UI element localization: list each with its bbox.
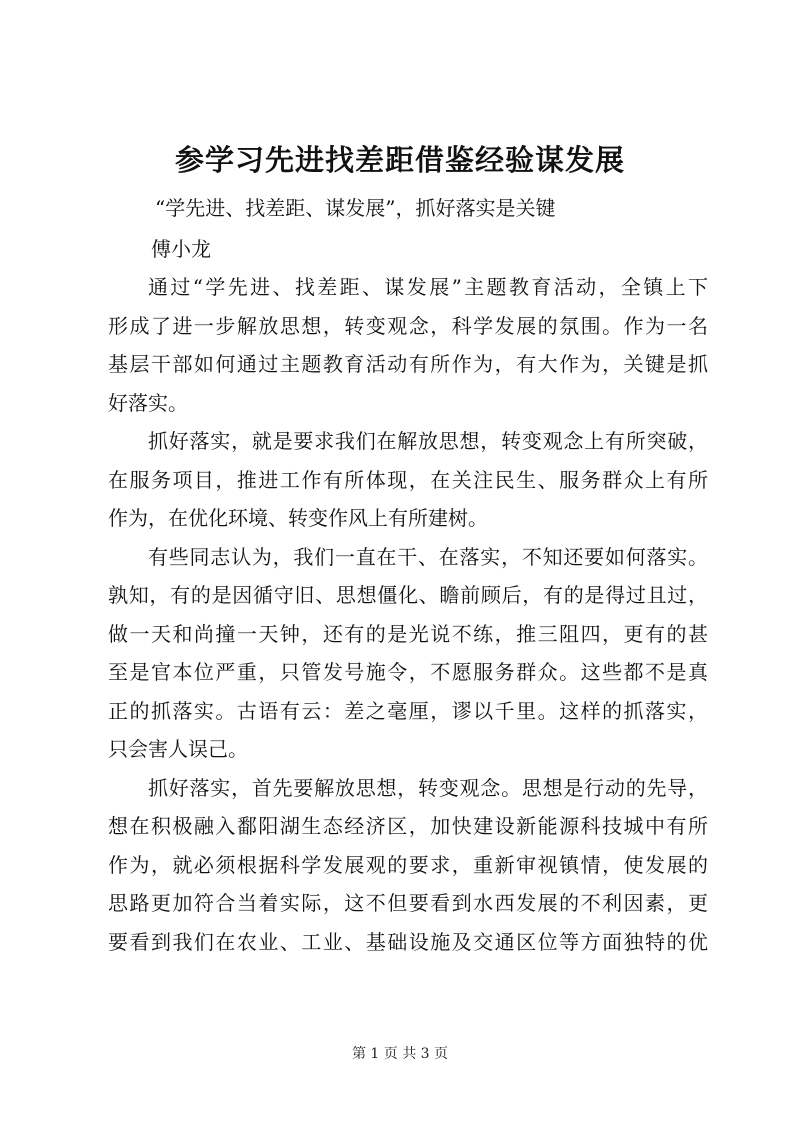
text-line: 思路更加符合当着实际，这不但要看到水西发展的不利因素，更 (108, 891, 708, 915)
text-line: 抓好落实，首先要解放思想，转变观念。思想是行动的先导， (148, 775, 708, 800)
text-line: 基层干部如何通过主题教育活动有所作为，有大作为，关键是抓 (108, 352, 708, 376)
text-line: 作为，就必须根据科学发展观的要求，重新审视镇情，使发展的 (108, 852, 708, 877)
text-line: 做一天和尚撞一天钟，还有的是光说不练，推三阻四，更有的甚 (108, 621, 708, 646)
text-line: 抓好落实，就是要求我们在解放思想，转变观念上有所突破， (148, 429, 708, 453)
text-line: 正的抓落实。古语有云：差之毫厘，谬以千里。这样的抓落实， (108, 698, 708, 723)
text-line: 好落实。 (108, 390, 188, 415)
text-line: 通过“学先进、找差距、谋发展”主题教育活动，全镇上下 (148, 275, 708, 299)
text-line: 有些同志认为，我们一直在干、在落实，不知还要如何落实。 (148, 544, 708, 569)
text-line: 形成了进一步解放思想，转变观念，科学发展的氛围。作为一名 (108, 313, 708, 338)
document-title: 参学习先进找差距借鉴经验谋发展 (174, 143, 625, 177)
document-body (108, 268, 708, 961)
document-subtitle: “学先进、找差距、谋发展”，抓好落实是关键 (155, 196, 556, 220)
paragraph (108, 538, 708, 769)
paragraph (108, 268, 708, 422)
paragraph (108, 769, 708, 962)
text-line: 孰知，有的是因循守旧、思想僵化、瞻前顾后，有的是得过且过， (108, 583, 708, 607)
text-line: 要看到我们在农业、工业、基础设施及交通区位等方面独特的优 (108, 929, 708, 954)
page-footer: 第 1 页 共 3 页 (351, 1046, 449, 1062)
paragraph (108, 422, 708, 538)
text-line: 在服务项目，推进工作有所体现，在关注民生、服务群众上有所 (108, 467, 708, 492)
text-line: 只会害人误己。 (108, 737, 248, 761)
text-line: 至是官本位严重，只管发号施令，不愿服务群众。这些都不是真 (108, 660, 708, 684)
author-name: 傅小龙 (151, 237, 211, 261)
text-line: 想在积极融入鄱阳湖生态经济区，加快建设新能源科技城中有所 (108, 814, 708, 838)
text-line: 作为，在优化环境、转变作风上有所建树。 (108, 506, 488, 530)
